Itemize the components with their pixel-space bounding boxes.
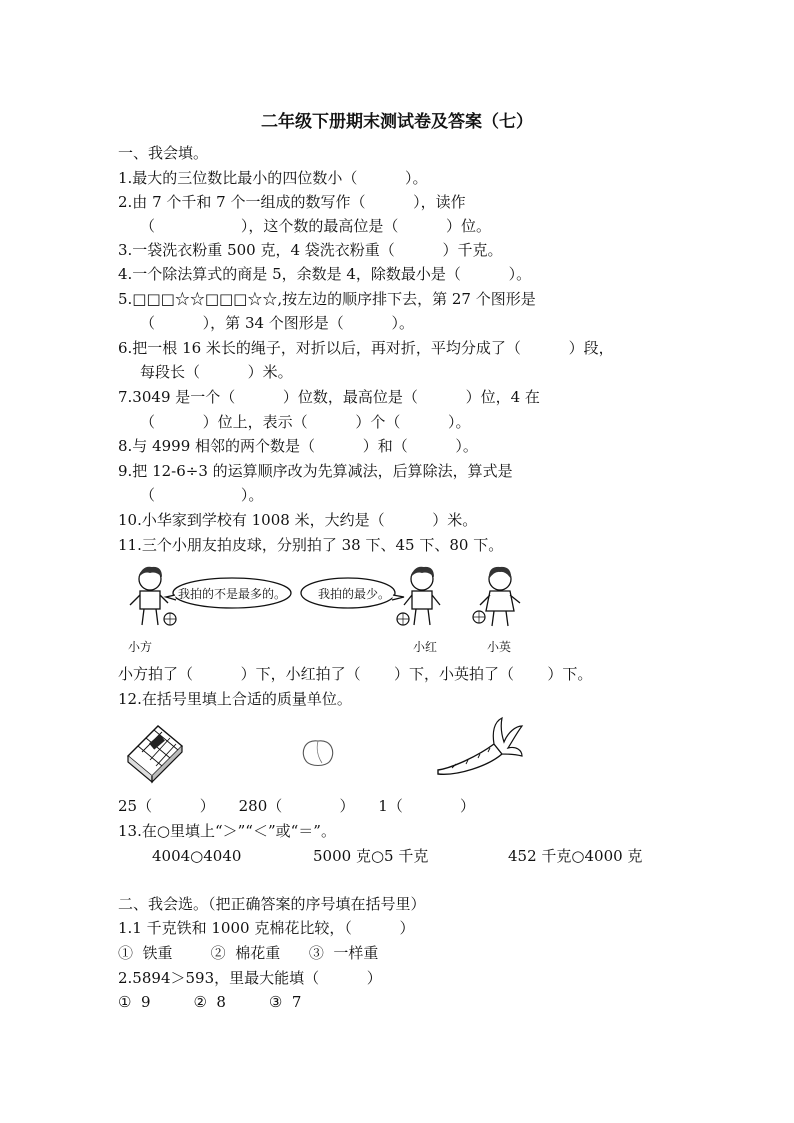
question-line: 2.由 7 个千和 7 个一组成的数写作（ ），读作 (118, 193, 466, 211)
question-line: 13.在○里填上“＞”“＜”或“＝”。 (118, 822, 336, 840)
question-line: ① 9 ② 8 ③ 7 (118, 993, 302, 1011)
question-line: （ ），第 34 个图形是（ ）。 (140, 314, 414, 332)
child-xiaohong-illustration (394, 563, 450, 633)
question-line: 3.一袋洗衣粉重 500 克，4 袋洗衣粉重（ ）千克。 (118, 241, 503, 259)
carrot-illustration (432, 716, 524, 782)
question-line: 4.一个除法算式的商是 5，余数是 4，除数最小是（ ）。 (118, 265, 532, 283)
question-line: 7.3049 是一个（ ）位数，最高位是（ ）位，4 在 (118, 388, 540, 406)
section-2-heading: 二、我会选。（把正确答案的序号填在括号里） (118, 895, 426, 913)
question-line: 11.三个小朋友拍皮球，分别拍了 38 下、45 下、80 下。 (118, 536, 504, 554)
question-line: 5.□□□☆☆□□□☆☆,按左边的顺序排下去，第 27 个图形是 (118, 290, 536, 308)
question-line: 25（ ） 280（ ） 1（ ） (118, 797, 476, 815)
question-line: 10.小华家到学校有 1008 米，大约是（ ）米。 (118, 511, 478, 529)
compare-item: 4004○4040 (152, 847, 242, 865)
speech-bubble-text: 我拍的不是最多的。 (178, 587, 287, 601)
child-name-label: 小红 (413, 640, 438, 654)
question-line: 1.1 千克铁和 1000 克棉花比较，（ ） (118, 919, 415, 937)
question-line: （ ），这个数的最高位是（ ）位。 (140, 217, 492, 235)
question-line: 2.5894＞593，里最大能填（ ） (118, 969, 382, 987)
question-line: 小方拍了（ ）下，小红拍了（ ）下，小英拍了（ ）下。 (118, 665, 593, 683)
compare-item: 452 千克○4000 克 (508, 847, 643, 865)
peach-illustration (298, 735, 338, 769)
child-name-label: 小英 (487, 640, 512, 654)
question-line: 8.与 4999 相邻的两个数是（ ）和（ ）。 (118, 437, 478, 455)
question-line: 12.在括号里填上合适的质量单位。 (118, 690, 352, 708)
question-line: 每段长（ ）米。 (140, 363, 293, 381)
page-title: 二年级下册期末测试卷及答案（七） (261, 112, 533, 132)
question-line: ① 铁重 ② 棉花重 ③ 一样重 (118, 944, 379, 962)
chocolate-bar-illustration (124, 722, 186, 780)
question-line: （ ）。 (140, 486, 264, 504)
question-line: 6.把一根 16 米长的绳子，对折以后，再对折，平均分成了（ ）段， (118, 339, 614, 357)
speech-bubble-text: 我拍的最少。 (318, 587, 391, 601)
child-xiaoying-illustration (470, 563, 530, 633)
question-line: （ ）位上，表示（ ）个（ ）。 (140, 413, 471, 431)
section-1-heading: 一、我会填。 (118, 144, 209, 162)
child-name-label: 小方 (128, 640, 153, 654)
compare-item: 5000 克○5 千克 (313, 847, 429, 865)
question-line: 1.最大的三位数比最小的四位数小（ ）。 (118, 169, 428, 187)
question-line: 9.把 12-6÷3 的运算顺序改为先算减法，后算除法，算式是 (118, 462, 513, 480)
